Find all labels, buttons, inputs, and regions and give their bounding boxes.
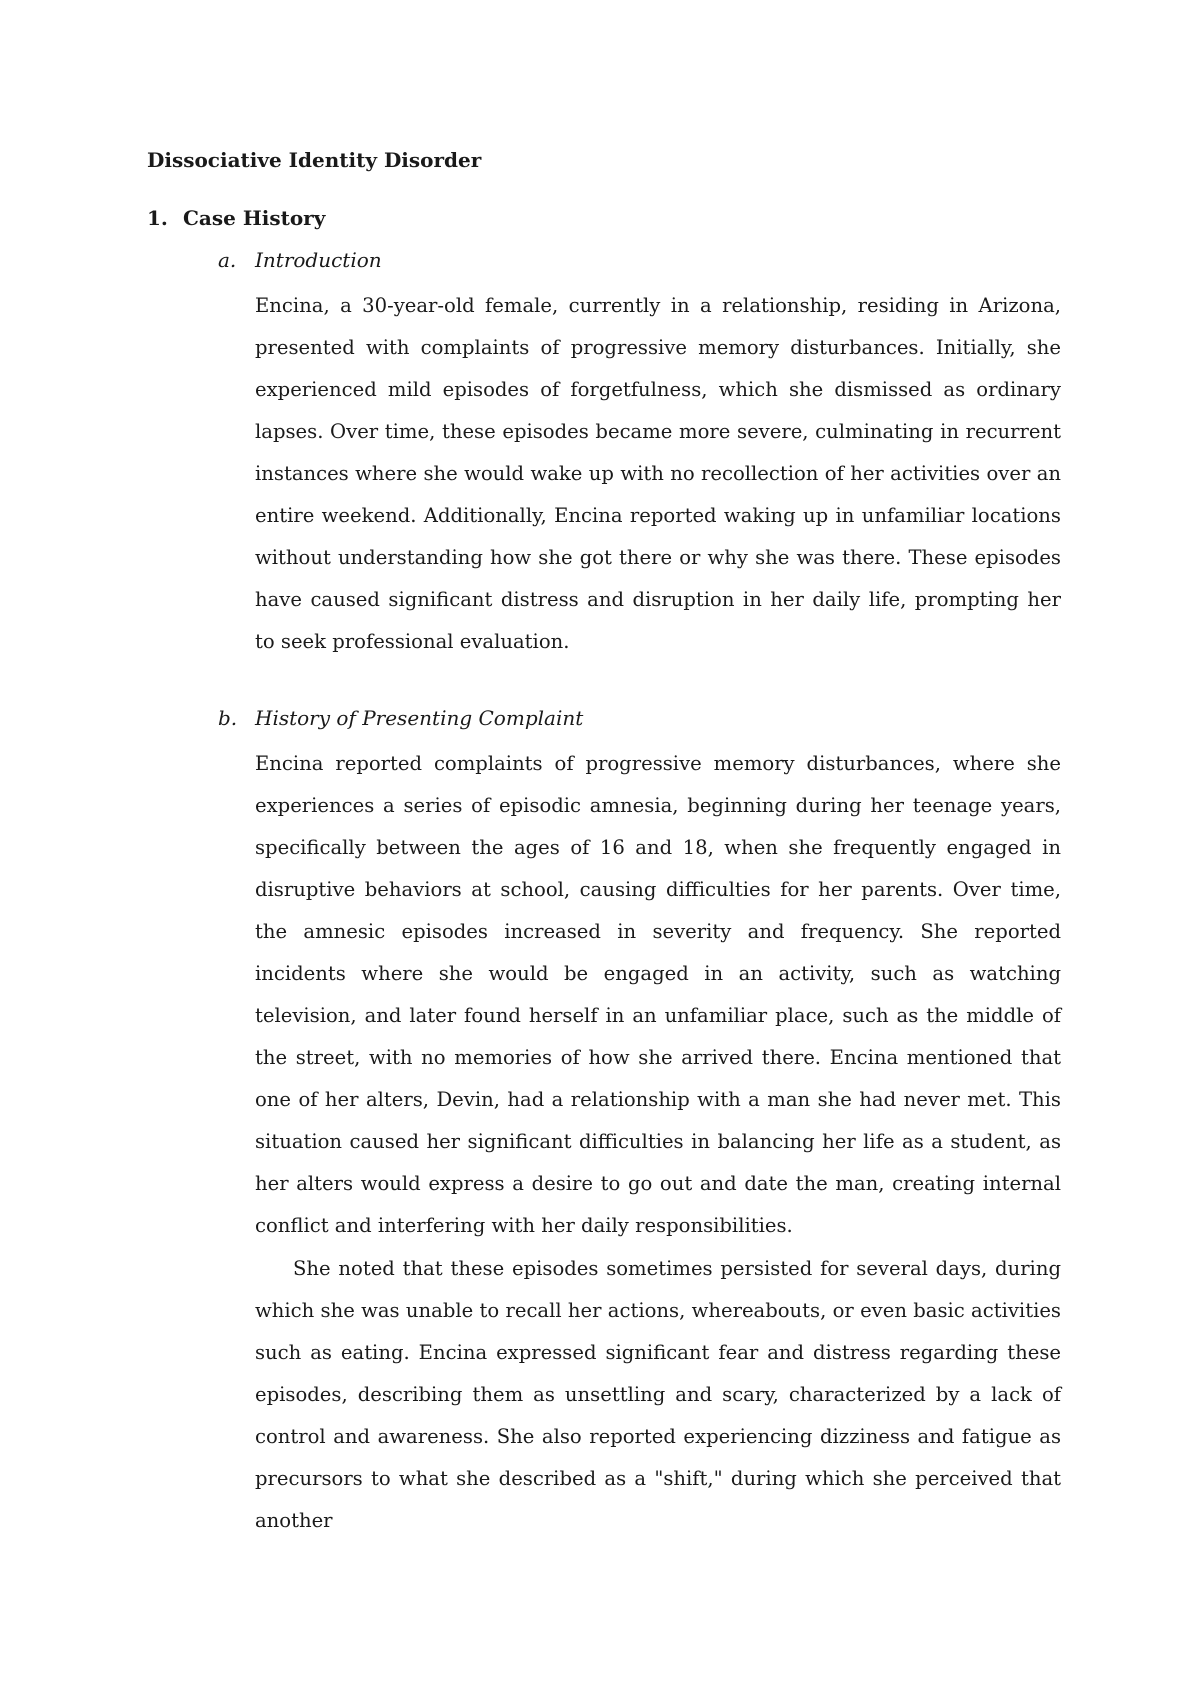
subsection-title: History of Presenting Complaint (255, 706, 584, 730)
subsection-letter: b. (218, 706, 238, 730)
section-heading-case-history (147, 204, 325, 232)
section-title: Case History (183, 206, 326, 230)
section-number: 1. (147, 206, 168, 230)
subsection-heading-history (218, 704, 583, 732)
introduction-paragraph: Encina, a 30-year-old female, currently in a relationship, residing in Arizona, presented with complaints of progressive memory disturbances. Initially, she experienced mild episodes of forgetfulness, which she dismissed as ordinary lapses. Over time, these episodes became more severe, culminating in recurrent instances where she would wake up with no recollection of her activities over an entire weekend. Additionally, Encina reported waking up in unfamiliar locations without understanding how she got there or why she was there. These episodes have caused significant distress and disruption in her daily life, prompting her to seek professional evaluation. (255, 294, 1061, 653)
subsection-letter: a. (218, 248, 237, 272)
history-paragraph-1: Encina reported complaints of progressive memory disturbances, where she experiences a series of episodic amnesia, beginning during her teenage years, specifically between the ages of 16 and 18, when she frequently engaged in disruptive behaviors at school, causing difficulties for her parents. Over time, the amnesic episodes increased in severity and frequency. She reported incidents where she would be engaged in an activity, such as watching television, and later found herself in an unfamiliar place, such as the middle of the street, with no memories of how she arrived there. Encina mentioned that one of her alters, Devin, had a relationship with a man she had never met. This situation caused her significant difficulties in balancing her life as a student, as her alters would express a desire to go out and date the man, creating internal conflict and interfering with her daily responsibilities. (255, 752, 1061, 1237)
document-title: Dissociative Identity Disorder (147, 148, 482, 172)
subsection-heading-introduction (218, 246, 382, 274)
history-paragraph-2: She noted that these episodes sometimes persisted for several days, during which she was unable to recall her actions, whereabouts, or even basic activities such as eating. Encina expressed significant fear and distress regarding these episodes, describing them as unsettling and scary, characterized by a lack of control and awareness. She also reported experiencing dizziness and fatigue as precursors to what she described as a "shift," during which she perceived that another (255, 1257, 1061, 1532)
subsection-title: Introduction (255, 248, 382, 272)
